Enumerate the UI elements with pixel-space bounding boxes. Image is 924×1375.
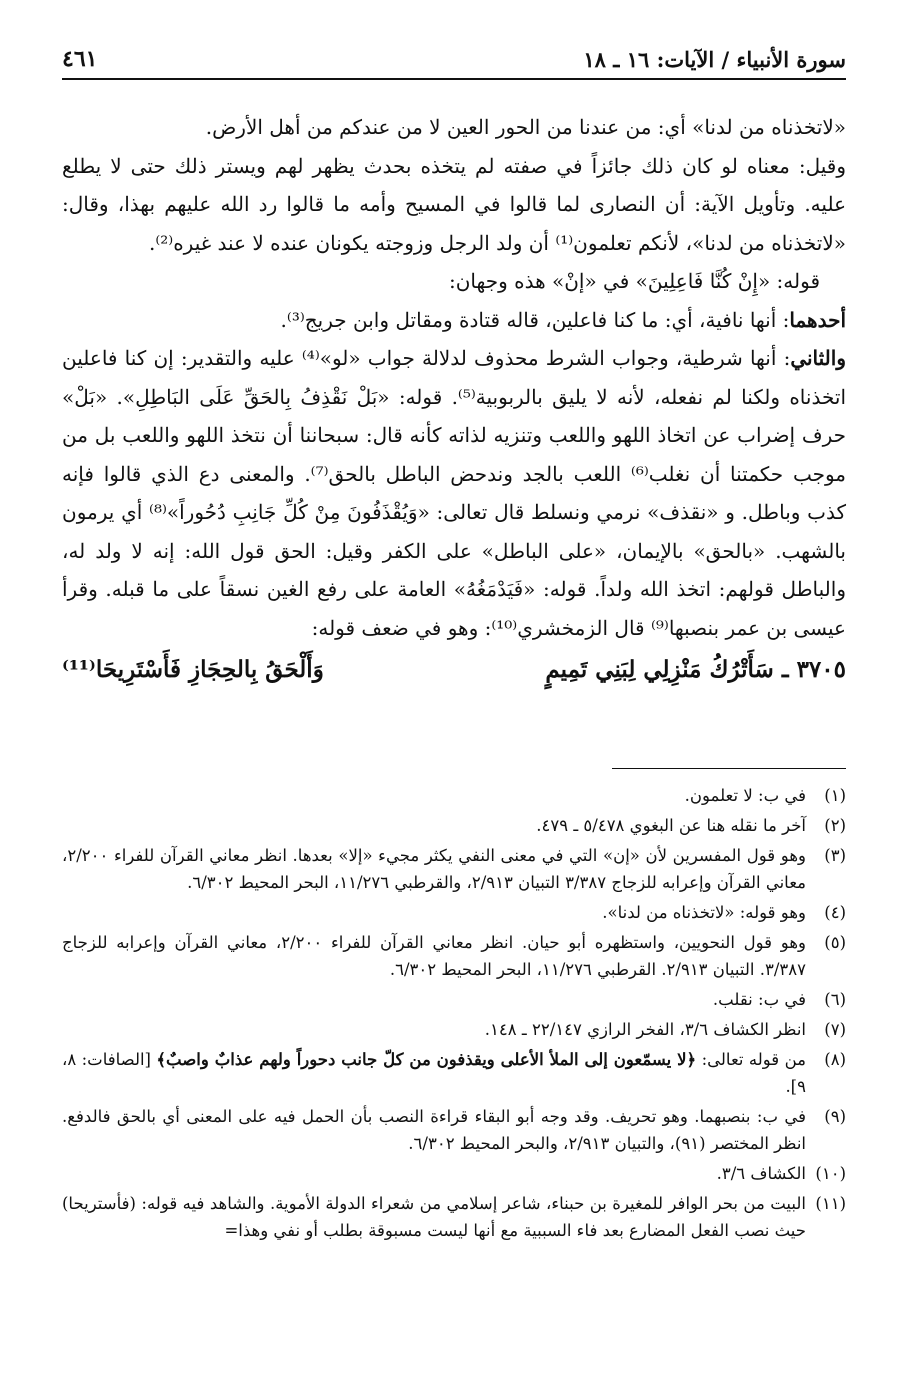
- second-aspect-text: : أنها شرطية، وجواب الشرط محذوف لدلالة جواب «لو»⁽⁴⁾ عليه والتقدير: إن كنا فاعلين اتخذناه ولكنا لم نفعله، لأنه لا يليق بالربوبية⁽⁵⁾. قوله: «بَلْ نَقْذِفُ بِالحَقِّ عَلَى البَاطِلِ». «بَلْ» حرف إضراب عن اتخاذ اللهو واللعب وتنزيه لذاته كأنه قال: سبحاننا أن نتخذ اللهو واللعب بل من موجب حكمتنا أن نغلب⁽⁶⁾ اللعب بالجد وندحض الباطل بالحق⁽⁷⁾. والمعنى دع الذي قالوا فإنه كذب وباطل. و «نقذف» نرمي ونسلط قال تعالى: «وَيُقْذَفُونَ مِنْ كُلِّ جَانِبِ دُحُوراً»⁽⁸⁾ أي يرمون بالشهب. «بالحق» بالإيمان، «على الباطل» على الكفر وقيل: الحق قول الله: إنه لا ولد له، والباطل قولهم: اتخذ الله ولداً. قوله: «فَيَدْمَغُهُ» العامة على رفع الغين نسقاً على ما قبله. وقرأ عيسى بن عمر بنصبها⁽⁹⁾ قال الزمخشري⁽¹⁰⁾: وهو في ضعف قوله:: [62, 346, 846, 640]
- footnote: [62, 899, 846, 926]
- verse-second-hemistich: وَأَلْحَقُ بِالحِجَازِ فَأَسْتَرِيحَا⁽¹¹⁾: [62, 656, 324, 683]
- paragraph-3: قوله: «إِنْ كُنَّا فَاعِلِينَ» في «إنْ» هذه وجهان:: [448, 269, 820, 293]
- footnote-number: (٤): [824, 903, 846, 922]
- footnote-separator: [612, 768, 846, 769]
- paragraph-first-aspect: [62, 301, 846, 340]
- footnote-number: (٨): [824, 1050, 846, 1069]
- footnote: [62, 1016, 846, 1043]
- paragraph-second-aspect: [62, 339, 846, 647]
- footnote-number: (٣): [824, 846, 846, 865]
- footnote: [62, 1190, 846, 1244]
- footnote: [62, 1103, 846, 1157]
- quran-quote: ﴿لا يسمّعون إلى الملأ الأعلى ويقذفون من كلّ جانب دحوراً ولهم عذابٌ واصبٌ﴾: [156, 1050, 697, 1069]
- footnote-text: الكشاف ٣/٦.: [716, 1164, 806, 1183]
- footnote: [62, 929, 846, 983]
- verse-number: ٣٧٠٥: [796, 656, 846, 683]
- footnote: [62, 986, 846, 1013]
- footnote: [62, 782, 846, 809]
- first-aspect-text: : أنها نافية، أي: ما كنا فاعلين، قاله قتادة ومقاتل وابن جريج⁽³⁾.: [280, 307, 790, 332]
- footnote: [62, 842, 846, 896]
- paragraph-2: وقيل: معناه لو كان ذلك جائزاً في صفته لم يتخذه بحدث يظهر لهم ويستر ذلك حتى لا يطلع عليه. وتأويل الآية: أن النصارى لما قالوا في المسيح وأمه ما قالوا رد الله عليهم بهذا، وقال: «لاتخذناه من لدنا»، لأنكم تعلمون⁽¹⁾ أن ولد الرجل وزوجته يكونان عنده لا عند غيره⁽²⁾.: [62, 153, 846, 255]
- second-aspect-label: والثاني: [790, 346, 846, 370]
- footnote-text: في ب: بنصبهما. وهو تحريف. وقد وجه أبو البقاء قراءة النصب بأن الحمل فيه على المعنى أي بالحق فالدفع. انظر المختصر (٩١)، والتبيان ٢/٩١٣، والبحر المحيط ٦/٣٠٢.: [62, 1107, 806, 1153]
- paragraph-1: «لاتخذناه من لدنا» أي: من عندنا من الحور العين لا من عندكم من أهل الأرض.: [205, 115, 846, 139]
- poetry-verse: [62, 651, 846, 690]
- footnote: [62, 1160, 846, 1187]
- footnote-number: (٥): [824, 933, 846, 952]
- footnote-number: (٧): [824, 1020, 846, 1039]
- footnote-text-ref: [الصافات: ٨، ٩].: [62, 1050, 806, 1096]
- footnote-text: آخر ما نقله هنا عن البغوي ٥/٤٧٨ ـ ٤٧٩.: [536, 816, 806, 835]
- footnote-text: في ب: نقلب.: [712, 990, 806, 1009]
- footnote-text: في ب: لا تعلمون.: [684, 786, 806, 805]
- running-header: [62, 34, 846, 80]
- verse-first-part: ٣٧٠٥ ـ سَأَتْرُكُ مَنْزِلِي لِبَنِي تَمِيمٍ: [545, 656, 846, 683]
- footnote-text: وهو قول النحويين، واستظهره أبو حيان. انظر معاني القرآن للفراء ٢/٢٠٠، معاني القرآن وإعرابه للزجاج ٣/٣٨٧. التبيان ٢/٩١٣. القرطبي ١١/٢٧٦، البحر المحيط ٦/٣٠٢.: [62, 933, 806, 979]
- footnote-number: (٩): [824, 1107, 846, 1126]
- footnote-number: (٢): [824, 816, 846, 835]
- footnote-number: (١): [824, 786, 846, 805]
- footnote-text: وهو قوله: «لاتخذناه من لدنا».: [602, 903, 806, 922]
- footnote: [62, 1046, 846, 1100]
- first-aspect-label: أحدهما: [789, 307, 846, 332]
- footnote-text: انظر الكشاف ٣/٦، الفخر الرازي ٢٢/١٤٧ ـ ١٤٨.: [484, 1020, 806, 1039]
- footnote-number: (١٠): [815, 1164, 846, 1183]
- footnote-number: (٦): [824, 990, 846, 1009]
- footnote: [62, 812, 846, 839]
- surah-title: سورة الأنبياء / الآيات: ١٦ ـ ١٨: [583, 47, 846, 72]
- page-number: ٤٦١: [62, 46, 98, 72]
- footnote-text-intro: من قوله تعالى:: [696, 1050, 806, 1069]
- footnote-text: البيت من بحر الوافر للمغيرة بن حبناء، شاعر إسلامي من شعراء الدولة الأموية. والشاهد فيه قوله: (فأستريحا) حيث نصب الفعل المضارع بعد فاء السببية مع أنها ليست مسبوقة بطلب أو نفي وهذا=: [62, 1194, 806, 1240]
- footnotes: [62, 782, 846, 1247]
- footnote-text: وهو قول المفسرين لأن «إن» التي في معنى النفي يكثر مجيء «إلا» بعدها. انظر معاني القرآن للفراء ٢/٢٠٠، معاني القرآن وإعرابه للزجاج ٣/٣٨٧ التبيان ٢/٩١٣، والقرطبي ١١/٢٧٦، البحر المحيط ٦/٣٠٢.: [62, 846, 806, 892]
- commentary-body: [62, 108, 846, 690]
- footnote-number: (١١): [815, 1194, 846, 1213]
- verse-first-hemistich: سَأَتْرُكُ مَنْزِلِي لِبَنِي تَمِيمٍ: [545, 656, 774, 683]
